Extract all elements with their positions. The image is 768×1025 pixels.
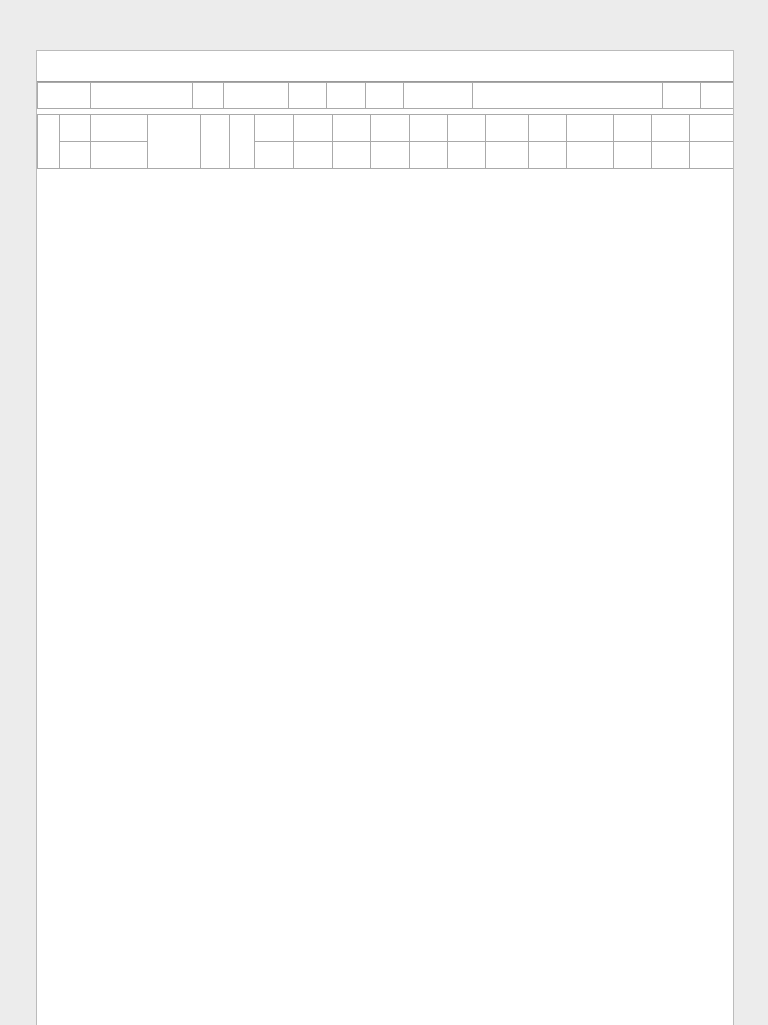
- col-interview: [652, 115, 690, 142]
- tehsil-label: [366, 83, 404, 109]
- col-diary: [60, 115, 91, 142]
- col-diploma: [529, 115, 567, 142]
- col-name: [148, 115, 201, 169]
- col-prof-marks: [567, 142, 614, 169]
- col-17a: [294, 115, 333, 142]
- col-tehsil: [255, 115, 294, 142]
- col-grad: [410, 115, 448, 142]
- col-inter: [371, 115, 410, 142]
- meta-blank-1: [663, 83, 701, 109]
- col-nts: [614, 115, 652, 142]
- col-priority: [60, 142, 91, 169]
- aeo-label: [224, 83, 289, 109]
- tehsil-value: [404, 83, 473, 109]
- merit-list-sheet: [36, 50, 734, 1025]
- col-inter-marks: [371, 142, 410, 169]
- col-honors-marks: [448, 142, 486, 169]
- authority-label: [38, 83, 91, 109]
- col-dob: [230, 115, 255, 169]
- page-title: [37, 51, 733, 82]
- col-app: [91, 142, 148, 169]
- col-total: [690, 115, 734, 142]
- col-diploma-marks: [529, 142, 567, 169]
- col-17a-marks: [294, 142, 333, 169]
- authority-value: [91, 83, 193, 109]
- col-cnic: [91, 115, 148, 142]
- col-interview-marks: [652, 142, 690, 169]
- meta-table: [37, 82, 734, 109]
- col-matric: [333, 115, 371, 142]
- gender-value: [327, 83, 366, 109]
- col-total-sub: [690, 142, 734, 169]
- col-master: [486, 115, 529, 142]
- meta-blank-2: [701, 83, 734, 109]
- col-prof: [567, 115, 614, 142]
- gender-label: [289, 83, 327, 109]
- col-honors: [448, 115, 486, 142]
- col-gender: [201, 115, 230, 169]
- col-master-marks: [486, 142, 529, 169]
- post-name-label: [193, 83, 224, 109]
- merit-table: [37, 114, 734, 169]
- col-sr: [38, 115, 60, 169]
- col-grad-marks: [410, 142, 448, 169]
- col-tehsil-marks: [255, 142, 294, 169]
- col-nts-marks: [614, 142, 652, 169]
- table-header: [38, 115, 734, 169]
- col-matric-marks: [333, 142, 371, 169]
- printed-on: [473, 83, 663, 109]
